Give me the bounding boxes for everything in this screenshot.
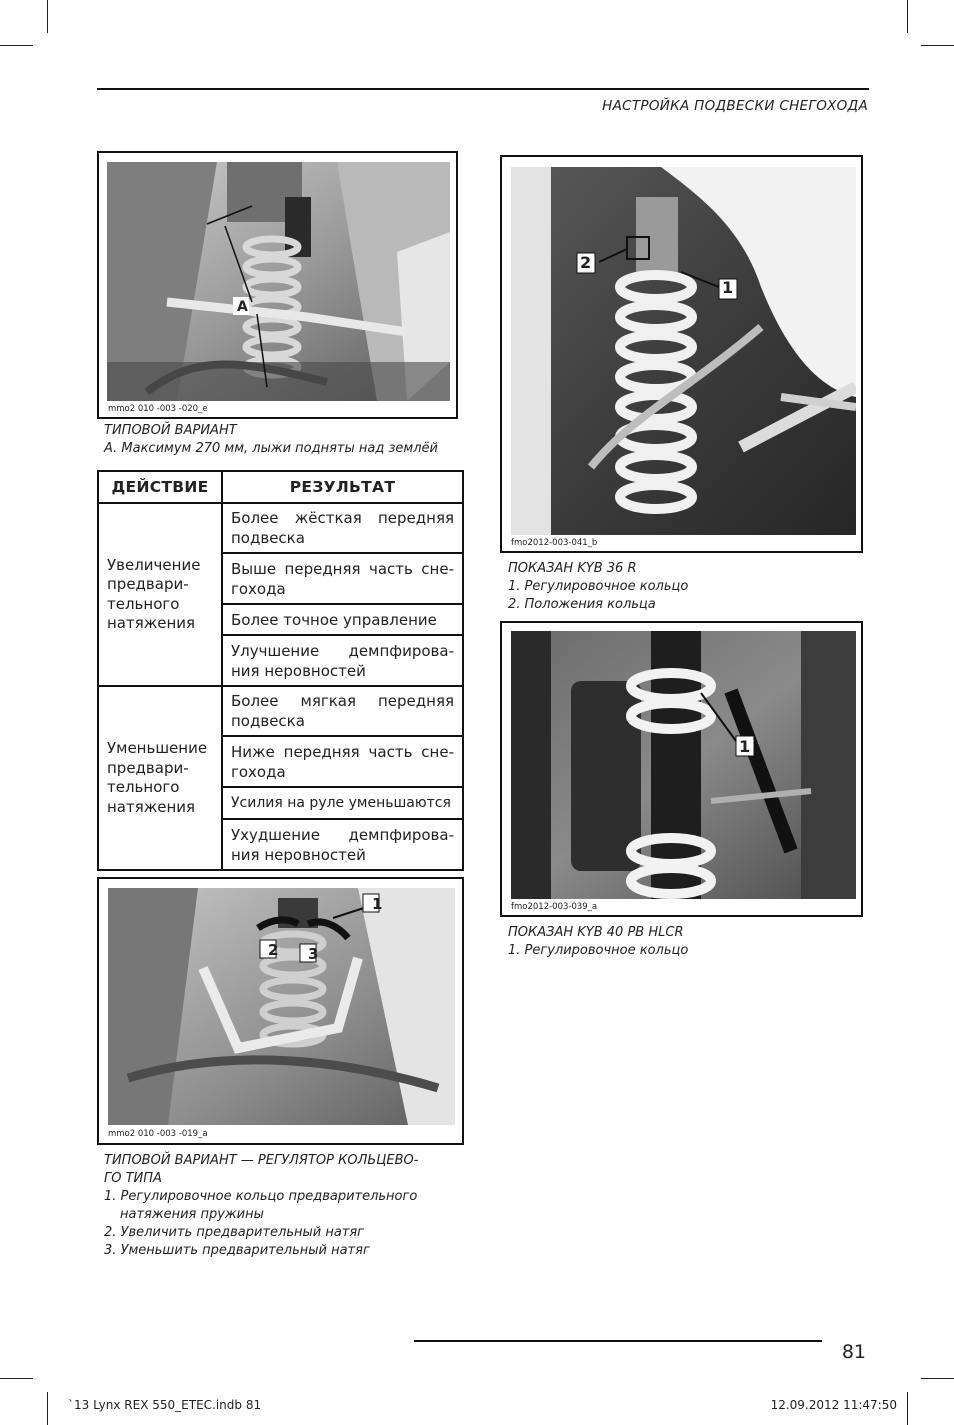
callout-label: 2 (580, 253, 592, 272)
result-cell: Усилия на руле уменьшаются (222, 787, 463, 819)
caption-item: 1. Регулировочное кольцо (508, 943, 689, 958)
figure-ring-adjuster (97, 877, 464, 1145)
crop-mark (921, 45, 954, 46)
figure-caption (508, 924, 688, 960)
caption-item: 2. Положения кольца (508, 597, 656, 612)
action-decrease-preload: Уменьшение предвари-тельного натяжения (98, 686, 222, 870)
caption-title: ПОКАЗАН KYB 40 PB HLCR (508, 925, 684, 940)
crop-mark (0, 1378, 33, 1379)
caption-item: 2. Увеличить предварительный натяг (104, 1225, 365, 1240)
caption-title: ТИПОВОЙ ВАРИАНТ — РЕГУЛЯТОР КОЛЬЦЕВО- (104, 1153, 419, 1168)
callout-label: 1 (372, 895, 383, 913)
figure-caption (104, 1152, 418, 1260)
footer-rule (414, 1340, 822, 1342)
preload-effects-table (97, 470, 464, 871)
figure-code: mmo2 010 -003 -020_e (108, 404, 208, 414)
ring-adjuster-photo (108, 888, 455, 1125)
table-header-result: РЕЗУЛЬТАТ (222, 471, 463, 503)
figure-kyb-40pb-hlcr (500, 621, 863, 917)
callout-label: 2 (268, 941, 279, 959)
caption-title: ТИПОВОЙ ВАРИАНТ (104, 423, 237, 438)
caption-item: 3. Уменьшить предварительный натяг (104, 1243, 370, 1258)
result-cell: Более точное управление (222, 604, 463, 635)
callout-label: A (237, 299, 248, 315)
figure-kyb-36r (500, 155, 863, 553)
callout-label: 1 (722, 278, 734, 297)
caption-item: 1. Регулировочное кольцо (508, 579, 689, 594)
crop-mark (47, 1392, 48, 1425)
result-cell: Более мягкая передняя подвеска (222, 686, 463, 736)
page-number: 81 (841, 1341, 866, 1363)
shock-absorber-photo (107, 162, 450, 401)
result-cell: Ниже передняя часть сне-гохода (222, 736, 463, 787)
crop-mark (907, 1392, 908, 1425)
header-rule (97, 88, 869, 90)
caption-item: A. Максимум 270 мм, лыжи подняты над землёй (104, 441, 438, 456)
figure-code: mmo2 010 -003 -019_a (108, 1129, 208, 1139)
action-increase-preload: Увеличение предвари-тельного натяжения (98, 503, 222, 686)
print-slug-date: 12.09.2012 11:47:50 (770, 1398, 897, 1412)
kyb-36r-photo (511, 167, 856, 535)
crop-mark (0, 45, 33, 46)
callout-label: 3 (308, 945, 319, 963)
table-header-action: ДЕЙСТВИЕ (98, 471, 222, 503)
crop-mark (921, 1378, 954, 1379)
figure-code: fmo2012-003-039_a (511, 902, 598, 912)
print-slug-file: `13 Lynx REX 550_ETEC.indb 81 (68, 1398, 262, 1412)
result-cell: Выше передняя часть сне-гохода (222, 553, 463, 604)
result-cell: Улучшение демпфирова-ния неровностей (222, 635, 463, 686)
page-header-title: НАСТРОЙКА ПОДВЕСКИ СНЕГОХОДА (602, 98, 868, 114)
kyb-40pb-photo (511, 631, 856, 899)
result-cell: Ухудшение демпфирова-ния неровностей (222, 819, 463, 870)
figure-caption (508, 560, 688, 614)
crop-mark (907, 0, 908, 33)
figure-typical-variant (97, 151, 458, 419)
caption-item: 1. Регулировочное кольцо предварительного (104, 1189, 418, 1204)
caption-title: ГО ТИПА (104, 1171, 162, 1186)
crop-mark (47, 0, 48, 33)
caption-title: ПОКАЗАН KYB 36 R (508, 561, 637, 576)
figure-code: fmo2012-003-041_b (511, 538, 598, 548)
result-cell: Более жёсткая передняя подвеска (222, 503, 463, 553)
callout-label: 1 (739, 737, 751, 756)
figure-caption (104, 422, 438, 458)
caption-item: натяжения пружины (120, 1207, 264, 1222)
